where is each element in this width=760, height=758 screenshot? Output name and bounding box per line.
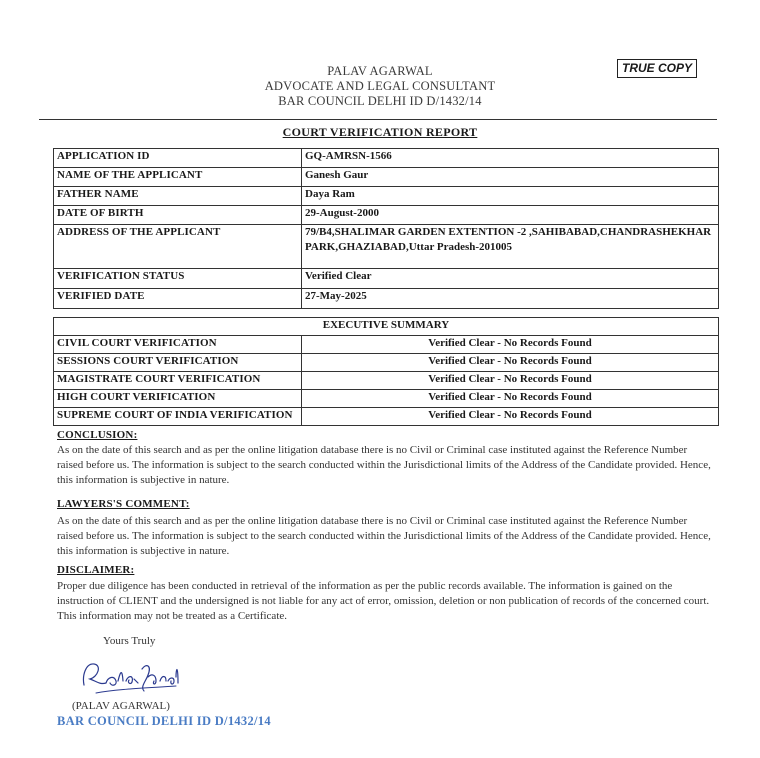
table-row bbox=[54, 408, 719, 426]
summary-value: Verified Clear - No Records Found bbox=[302, 336, 719, 354]
detail-value: Ganesh Gaur bbox=[302, 168, 719, 187]
header-divider bbox=[39, 119, 717, 120]
conclusion-text: As on the date of this search and as per the online litigation database there is no Civil or Criminal case instituted against the Reference Number raised before us. The information is subject to the search conducted within the Jurisdictional limits of the Address of the Candidate provided. Hence, this information is subjective in nature. bbox=[57, 444, 711, 486]
table-row bbox=[54, 206, 719, 225]
table-row bbox=[54, 168, 719, 187]
conclusion-heading: CONCLUSION: bbox=[57, 429, 138, 441]
table-row bbox=[54, 372, 719, 390]
executive-summary-table bbox=[53, 317, 719, 426]
detail-label: ADDRESS OF THE APPLICANT bbox=[54, 225, 302, 269]
advocate-name: PALAV AGARWAL bbox=[327, 64, 433, 78]
table-row bbox=[54, 318, 719, 336]
table-row bbox=[54, 149, 719, 168]
summary-label: SUPREME COURT OF INDIA VERIFICATION bbox=[54, 408, 302, 426]
summary-label: HIGH COURT VERIFICATION bbox=[54, 390, 302, 408]
detail-value: Daya Ram bbox=[302, 187, 719, 206]
detail-label: APPLICATION ID bbox=[54, 149, 302, 168]
detail-label: VERIFIED DATE bbox=[54, 289, 302, 309]
summary-label: CIVIL COURT VERIFICATION bbox=[54, 336, 302, 354]
detail-label: FATHER NAME bbox=[54, 187, 302, 206]
detail-value: Verified Clear bbox=[302, 269, 719, 289]
disclaimer-heading: DISCLAIMER: bbox=[57, 564, 135, 576]
lawyers-comment-text: As on the date of this search and as per the online litigation database there is no Civil or Criminal case instituted against the Reference Number raised before us. The information is subject to the search conducted within the Jurisdictional limits of the Address of the Candidate provided. Hence, this information is subjective in nature. bbox=[57, 515, 711, 557]
summary-value: Verified Clear - No Records Found bbox=[302, 390, 719, 408]
advocate-bar-id: BAR COUNCIL DELHI ID D/1432/14 bbox=[278, 94, 482, 108]
table-row bbox=[54, 289, 719, 309]
signatory-name: (PALAV AGARWAL) bbox=[72, 700, 170, 712]
true-copy-stamp: TRUE COPY bbox=[617, 59, 697, 78]
summary-value: Verified Clear - No Records Found bbox=[302, 372, 719, 390]
summary-value: Verified Clear - No Records Found bbox=[302, 408, 719, 426]
table-row bbox=[54, 187, 719, 206]
summary-value: Verified Clear - No Records Found bbox=[302, 354, 719, 372]
detail-value: GQ-AMRSN-1566 bbox=[302, 149, 719, 168]
detail-value: 27-May-2025 bbox=[302, 289, 719, 309]
closing-salutation: Yours Truly bbox=[103, 635, 156, 647]
table-row bbox=[54, 225, 719, 269]
detail-label: NAME OF THE APPLICANT bbox=[54, 168, 302, 187]
table-row bbox=[54, 336, 719, 354]
summary-title: EXECUTIVE SUMMARY bbox=[54, 318, 719, 336]
advocate-designation: ADVOCATE AND LEGAL CONSULTANT bbox=[264, 79, 496, 93]
table-row bbox=[54, 354, 719, 372]
lawyers-comment-heading: LAWYERS'S COMMENT: bbox=[57, 498, 190, 510]
summary-label: SESSIONS COURT VERIFICATION bbox=[54, 354, 302, 372]
signatory-bar-id: BAR COUNCIL DELHI ID D/1432/14 bbox=[57, 714, 271, 728]
summary-label: MAGISTRATE COURT VERIFICATION bbox=[54, 372, 302, 390]
detail-label: VERIFICATION STATUS bbox=[54, 269, 302, 289]
detail-value: 29-August-2000 bbox=[302, 206, 719, 225]
detail-value: 79/B4,SHALIMAR GARDEN EXTENTION -2 ,SAHIBABAD,CHANDRASHEKHAR PARK,GHAZIABAD,Uttar Pradesh-201005 bbox=[302, 225, 719, 269]
report-title: COURT VERIFICATION REPORT bbox=[282, 125, 478, 139]
table-row bbox=[54, 269, 719, 289]
table-row bbox=[54, 390, 719, 408]
signature-image bbox=[76, 655, 186, 697]
disclaimer-text: Proper due diligence has been conducted in retrieval of the information as per the public records available. The information is gained on the instruction of CLIENT and the undersigned is not liable for any act of error, omission, deletion or non publication of records of the concerned court. This information may not be treated as a Certificate. bbox=[57, 580, 710, 622]
applicant-details-table bbox=[53, 148, 719, 309]
detail-label: DATE OF BIRTH bbox=[54, 206, 302, 225]
